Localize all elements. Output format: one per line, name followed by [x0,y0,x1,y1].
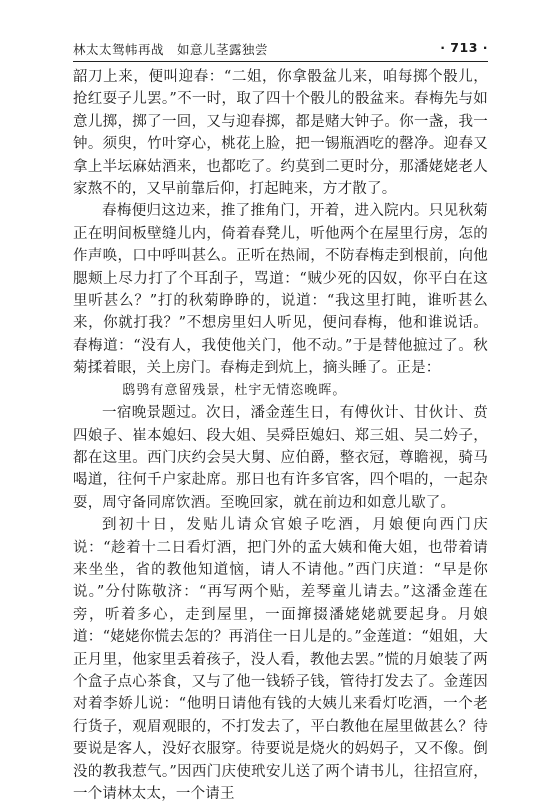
chapter-title: 林太太鸳帏再战 如意儿茎露独尝 [73,42,269,57]
header-rule [73,61,488,62]
paragraph: 春梅便归这边来，推了推角门，开着，进入院内。只见秋菊正在明间板壁缝儿内，倚着春凳儿，听他两个在屋里行房，怎的作声唤，口中呼叫甚么。正听在热闹，不防春梅走到根前，向他腮颊上尽力打了个耳刮子，骂道：“贼少死的囚奴，你平白在这里听甚么？”打的秋菊睁睁的，说道：“我这里打盹，谁听甚么来，你就打我？”不想房里妇人听见，便问春梅，他和谁说话。春梅道：“没有人，我使他关门，他不动。”于是替他摭过了。秋菊揉着眼，关上房门。春梅走到炕上，摘头睡了。正是： [73,203,488,377]
page-number: · 713 · [440,40,488,55]
paragraph: 一宿晚景题过。次日，潘金莲生日，有傅伙计、甘伙计、贲四娘子、崔本媳妇、段大姐、吴舜臣媳妇、郑三姐、吴二妗子，都在这里。西门庆约会吴大舅、应伯爵，整衣冠，尊瞻视，骑马喝道，往何千户家赴席。那日也有许多官客，四个唱的，一起杂耍，周守备同席饮酒。至晚回家，就在前边和如意儿歇了。 [73,405,488,511]
poem-line: 鸱鸮有意留残景，杜宇无情恣晚晖。 [122,382,347,398]
paragraph: 到初十日，发贴儿请众官娘子吃酒，月娘便向西门庆说：“趁着十二日看灯酒，把门外的孟大姨和俺大姐，也带着请来坐坐，省的教他知道恼，请人不请他。”西门庆道：“早是你说。”分付陈敬济：“再写两个贴，差琴童儿请去。”这潘金莲在旁，听着多心，走到屋里，一面撺掇潘姥姥就要起身。月娘道：“姥姥你慌去怎的？再消住一日儿是的。”金莲道：“姐姐，大正月里，他家里丢着孩子，没人看，教他去罢。”慌的月娘装了两个盒子点心茶食，又与了他一钱轿子钱，管待打发去了。金莲因对着李娇儿说：“他明日请他有钱的大姨儿来看灯吃酒，一个老行货子，观眉观眼的，不打发去了，平白教他在屋里做甚么？待要说是客人，没好衣服穿。待要说是烧火的妈妈子，又不像。倒没的教我惹气。”因西门庆使玳安儿送了两个请书儿，往招宣府，一个请林太太，一个请王 [73,517,488,802]
text-body [73,66,488,805]
paragraph: 韶刀上来，便叫迎春：“二姐，你拿骰盆儿来，咱每掷个骰儿，抢红耍子儿罢。”不一时，取了四十个骰儿的骰盆来。春梅先与如意儿掷，掷了一回，又与迎春掷，都是赌大钟子。你一盏，我一钟。须臾，竹叶穿心，桃花上脸，把一锡瓶酒吃的罄净。迎春又拿上半坛麻姑酒来，也都吃了。约莫到二更时分，那潘姥姥老人家熬不的，又早前靠后仰，打起盹来，方才散了。 [73,69,488,198]
